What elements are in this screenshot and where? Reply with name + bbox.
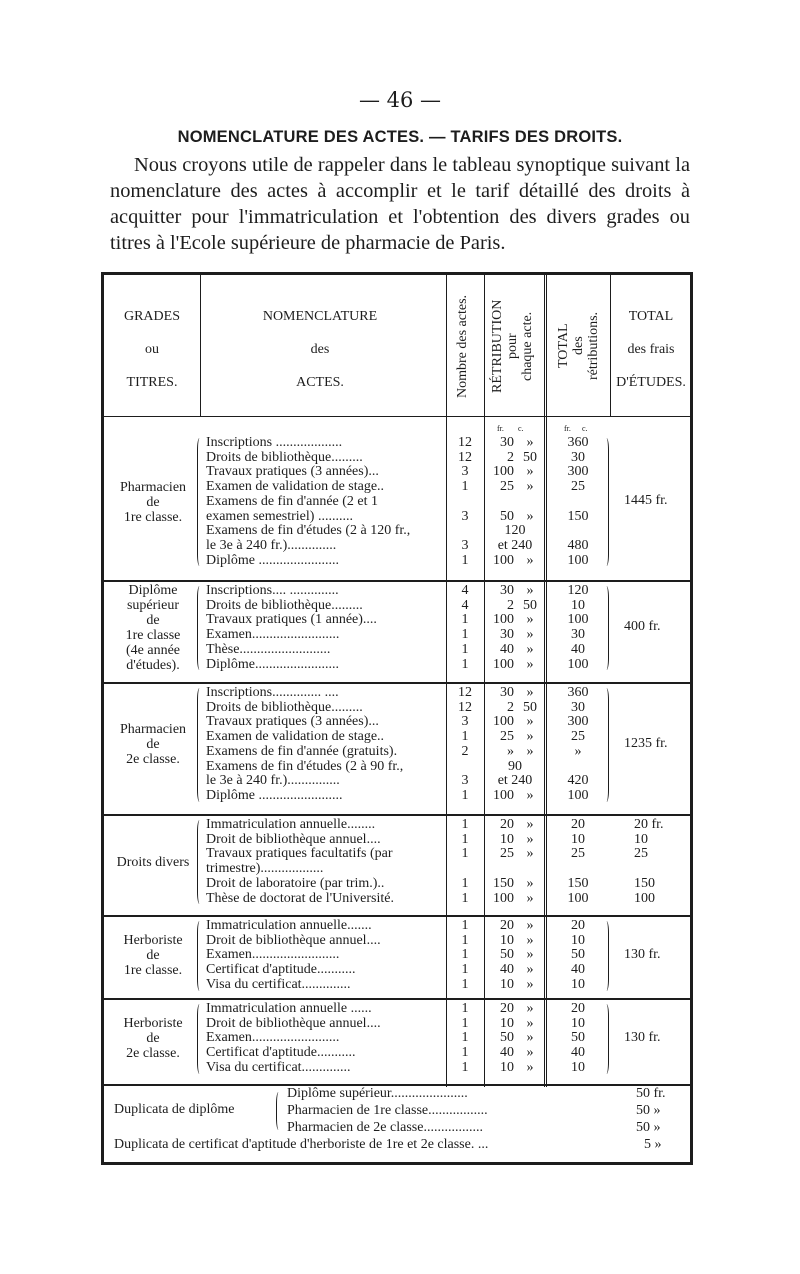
nombre-value: 3 [461,537,469,553]
acte-label: Travaux pratiques (1 année).... [206,613,377,628]
intro-text: Nous croyons utile de rappeler dans le tableau synoptique suivant la nomenclature des actes à accomplir et le tarif détaillé des droits à acquitter pour l'immatriculation et l'obtention des divers grades ou titres à l'Ecole supérieure de pharmacie de Paris. [110,154,690,254]
col-line-grades [200,275,201,416]
total-retribution-value: 25 [571,846,585,862]
retribution-value: 100 [493,552,514,568]
retribution-value: 50 [500,508,514,524]
retribution-value: 100 [493,612,514,628]
header-retribution-3: chaque acte. [520,311,535,381]
header-total-retr-1: TOTAL [556,323,571,369]
acte-label: Inscriptions ................... [206,436,343,450]
col-line-nombre [484,275,485,1087]
grade-label [104,933,202,978]
group-total: 130 fr. [624,1029,661,1045]
unit-fr: fr. [497,424,504,433]
grade-label-line: Pharmacien [119,722,187,738]
group-brace [197,1004,202,1074]
acte-label: Droit de bibliothèque annuel.... [206,1016,381,1031]
retribution-cents: » [526,612,534,628]
duplicata-brace [276,1092,281,1130]
nombre-value: 12 [458,685,472,700]
retribution-value: 150 [493,875,514,891]
group-brace [197,586,202,670]
header-total-frais-3: D'ÉTUDES. [616,375,686,390]
group-total: 1235 fr. [624,735,668,751]
retribution-value: 30 [500,685,514,700]
acte-label: Visa du certificat.............. [206,1060,351,1075]
retribution-value: 2 [507,449,514,465]
total-frais-value: 20 fr. [634,817,664,832]
retribution-cents: » [526,932,534,948]
header-nomenclature [220,300,420,399]
total-frais-value: 100 [634,890,655,906]
grade-label [104,583,202,673]
group-total: 400 fr. [624,619,661,635]
retribution-value: 20 [500,1001,514,1016]
grade-label-line: Herboriste [123,933,183,949]
retribution-value: 20 [500,817,514,832]
total-brace [604,438,609,566]
retribution-value: 50 [500,1030,514,1046]
total-brace [604,688,609,802]
acte-label: Examens de fin d'année (2 et 1 [206,494,379,509]
duplicata-item-2: Pharmacien de 1re classe................. [287,1103,488,1118]
header-nomenclature-3: ACTES. [296,375,344,390]
retribution-cents: » [526,641,534,657]
acte-label: Certificat d'aptitude........... [206,963,356,978]
retribution-cents: » [526,685,534,700]
acte-label: Inscriptions.... .............. [206,584,339,598]
group-separator [104,814,690,816]
duplicata-item-3: Pharmacien de 2e classe................. [287,1120,483,1135]
header-nombre: Nombre des actes. [455,294,470,398]
retribution-value: 30 [500,435,514,450]
acte-label: Examens de fin d'études (2 à 120 fr., [206,524,411,539]
nombre-value: 1 [461,1001,469,1016]
group-total: 130 fr. [624,946,661,962]
total-retribution-value: 50 [571,947,585,963]
total-retribution-value: 100 [567,787,589,803]
retribution-value: 50 [500,947,514,963]
total-retribution-value: » [574,743,582,759]
retribution-value: 10 [500,1059,514,1075]
unit-c: c. [518,424,524,433]
total-retribution-value: 25 [571,479,585,495]
grade-label-line: 2e classe. [126,1046,180,1062]
header-retribution-1: RÉTRIBUTION [490,299,505,393]
grade-label [104,1016,202,1061]
retribution-value: 40 [500,962,514,978]
retribution-value: 100 [493,890,514,906]
retribution-cents: » [526,1045,534,1061]
duplicata-amount-3: 50 » [636,1120,661,1135]
retribution-value: 40 [500,641,514,657]
header-retribution-2: pour [505,333,520,359]
total-retribution-value: 25 [571,729,585,745]
acte-label: Inscriptions.............. .... [206,686,339,700]
total-retribution-value: 120 [567,583,589,598]
nombre-value: 1 [461,947,469,963]
nombre-value: 1 [461,1015,469,1031]
nombre-value: 1 [461,479,469,495]
total-retribution-value: 100 [567,890,589,906]
total-brace [604,1004,609,1074]
acte-label: Examens de fin d'année (gratuits). [206,744,398,759]
retribution-cents: » [526,508,534,524]
acte-label: Droit de laboratoire (par trim.).. [206,876,385,891]
total-retribution-value: 360 [567,435,589,450]
nombre-value: 12 [458,449,472,465]
retribution-cents: » [526,479,534,495]
total-retribution-value: 50 [571,1030,585,1046]
retribution-cents: » [526,627,534,643]
retribution-value: 10 [500,831,514,847]
acte-label: Thèse.......................... [206,642,331,657]
nombre-value: 1 [461,1059,469,1075]
group-separator [104,915,690,917]
nombre-value: 1 [461,612,469,628]
duplicata-certificat-amount: 5 » [644,1137,662,1152]
group-brace [197,921,202,991]
total-retribution-value: 360 [567,685,589,700]
grade-label-line: 1re classe. [123,963,183,979]
grade-label-line: Droits divers [116,854,190,870]
unit-c-2: c. [582,424,588,433]
nombre-value: 1 [461,846,469,862]
acte-label: Immatriculation annuelle........ [206,818,376,832]
retribution-value: 10 [500,1015,514,1031]
duplicata-amount-2: 50 » [636,1103,661,1118]
header-total-frais-2: des frais [627,342,675,357]
retribution-cents: » [526,1015,534,1031]
header-nomenclature-1: NOMENCLATURE [262,309,378,324]
grade-label-line: Herboriste [123,1016,183,1032]
total-retribution-value: 30 [571,699,585,715]
nombre-value: 1 [461,787,469,803]
acte-label: trimestre).................. [206,862,324,877]
header-total-frais [612,300,690,399]
header-grades-1: GRADES [123,309,180,324]
nombre-value: 12 [458,435,472,450]
total-retribution-value: 10 [571,932,585,948]
acte-label: Thèse de doctorat de l'Université. [206,891,394,906]
retribution-cents: » [526,890,534,906]
header-grades [104,300,200,399]
acte-label: Droit de bibliothèque annuel.... [206,832,381,847]
total-retribution-value: 480 [567,537,589,553]
acte-label: Diplôme........................ [206,657,339,672]
nombre-value: 2 [461,743,469,759]
nombre-value: 1 [461,817,469,832]
col-line-retribution [544,275,547,1087]
acte-label: Examens de fin d'études (2 à 90 fr., [206,759,404,774]
total-retribution-value: 10 [571,597,585,613]
retribution-value: 100 [493,656,514,672]
acte-label: Travaux pratiques facultatifs (par [206,847,393,862]
acte-label: Diplôme ........................ [206,788,343,803]
grade-label-line: 1re classe. [123,509,183,525]
retribution-cents: » [526,831,534,847]
acte-label: Travaux pratiques (3 années)... [206,465,379,480]
total-retribution-value: 40 [571,962,585,978]
retribution-value: 10 [500,976,514,992]
nombre-value: 3 [461,508,469,524]
total-frais-value: 10 [634,831,648,847]
header-grades-2: ou [145,342,159,357]
nombre-value: 1 [461,1030,469,1046]
nombre-value: 1 [461,875,469,891]
group-brace [197,688,202,802]
total-brace [604,586,609,670]
retribution-cents: » [526,1030,534,1046]
group-separator [104,998,690,1000]
total-retribution-value: 100 [567,612,589,628]
retribution-cents: » [526,583,534,598]
grade-label-line: 1re classe [125,628,181,644]
grade-label-line: Pharmacien [119,479,187,495]
nombre-value: 3 [461,773,469,789]
retribution-cents: 50 [523,597,537,613]
total-retribution-value: 40 [571,641,585,657]
grade-label [104,480,202,525]
page-number: — 46 — [358,88,442,112]
retribution-cents: » [526,962,534,978]
retribution-value: 10 [500,932,514,948]
total-retribution-value: 420 [567,773,589,789]
acte-label: Visa du certificat.............. [206,977,351,992]
grade-label-line: de [146,948,160,964]
acte-label: Examen......................... [206,628,340,643]
header-total-retr [556,282,601,410]
total-retribution-value: 30 [571,449,585,465]
grade-label-line: de [146,613,160,629]
total-retribution-value: 20 [571,1001,585,1016]
retribution-value: 25 [500,729,514,745]
acte-label: Immatriculation annuelle ...... [206,1002,372,1016]
acte-label: Droit de bibliothèque annuel.... [206,933,381,948]
total-retribution-value: 40 [571,1045,585,1061]
retribution-cents: 50 [523,699,537,715]
group-brace [197,438,202,566]
total-retribution-value: 10 [571,1015,585,1031]
retribution-cents: » [526,435,534,450]
total-frais-value: 25 [634,846,648,862]
acte-label: Droits de bibliothèque......... [206,598,363,613]
retribution-cents: » [526,656,534,672]
total-retribution-value: 20 [571,918,585,933]
group-separator [104,580,690,582]
col-line-total-retr [610,275,611,416]
retribution-cents: » [526,729,534,745]
header-total-frais-1: TOTAL [628,309,674,324]
grade-label-line: Diplôme [128,583,178,599]
retribution-value: 2 [507,597,514,613]
total-retribution-value: 300 [567,714,589,730]
intro-paragraph [110,152,690,256]
retribution-value: et 240 [497,537,533,553]
retribution-cents: » [526,846,534,862]
acte-label: Immatriculation annuelle....... [206,919,372,933]
retribution-cents: » [526,743,534,759]
header-total-retr-2: des [571,336,586,356]
retribution-value: 25 [500,479,514,495]
nombre-value: 3 [461,464,469,480]
header-nomenclature-2: des [310,342,330,357]
total-retribution-value: 10 [571,1059,585,1075]
col-line-nomenclature [446,275,447,1087]
duplicata-amount-1: 50 fr. [636,1086,666,1101]
grade-label-line: (4e année [125,643,181,659]
retribution-cents: » [526,552,534,568]
total-retribution-value: 10 [571,831,585,847]
retribution-value: 100 [493,714,514,730]
retribution-cents: » [526,1001,534,1016]
nombre-value: 1 [461,831,469,847]
retribution-value: et 240 [497,773,533,789]
section-heading: NOMENCLATURE DES ACTES. — TARIFS DES DROITS. [177,128,623,146]
retribution-value: 40 [500,1045,514,1061]
retribution-cents: » [526,464,534,480]
retribution-cents: » [526,817,534,832]
acte-label: le 3e à 240 fr.).............. [206,538,337,553]
retribution-value: 20 [500,918,514,933]
grade-label-line: de [146,1031,160,1047]
header-total-retr-3: rétributions. [586,311,601,381]
group-brace [197,820,202,904]
group-total: 1445 fr. [624,493,668,509]
retribution-value: 90 [508,758,522,774]
acte-label: Examen......................... [206,948,340,963]
header-grades-3: TITRES. [126,375,178,390]
acte-label: Droits de bibliothèque......... [206,450,363,465]
retribution-value: 25 [500,846,514,862]
total-retribution-value: 30 [571,627,585,643]
grade-label [104,855,202,870]
nombre-value: 1 [461,641,469,657]
retribution-cents: 50 [523,449,537,465]
nombre-value: 1 [461,552,469,568]
nombre-value: 1 [461,627,469,643]
total-retribution-value: 300 [567,464,589,480]
retribution-value: 100 [493,787,514,803]
acte-label: Travaux pratiques (3 années)... [206,715,379,730]
grade-label-line: supérieur [126,598,180,614]
header-line [104,416,690,417]
unit-fr-2: fr. [564,424,571,433]
acte-label: Examen......................... [206,1031,340,1046]
acte-label: examen semestriel) .......... [206,509,353,524]
group-separator [104,682,690,684]
header-retribution [490,282,535,410]
retribution-cents: » [526,1059,534,1075]
retribution-value: 120 [504,523,526,539]
total-retribution-value: 100 [567,656,589,672]
nombre-value: 1 [461,1045,469,1061]
retribution-value: » [507,743,514,759]
acte-label: le 3e à 240 fr.)............... [206,774,340,789]
acte-label: Certificat d'aptitude........... [206,1046,356,1061]
nombre-value: 4 [461,583,469,598]
retribution-cents: » [526,875,534,891]
nombre-value: 1 [461,890,469,906]
duplicata-item-1: Diplôme supérieur...................... [287,1086,468,1101]
retribution-cents: » [526,976,534,992]
retribution-value: 2 [507,699,514,715]
total-retribution-value: 20 [571,817,585,832]
retribution-value: 100 [493,464,514,480]
grade-label [104,722,202,767]
acte-label: Droits de bibliothèque......... [206,700,363,715]
total-retribution-value: 10 [571,976,585,992]
retribution-cents: » [526,918,534,933]
nombre-value: 1 [461,656,469,672]
total-retribution-value: 100 [567,552,589,568]
nombre-value: 1 [461,976,469,992]
acte-label: Examen de validation de stage.. [206,730,385,745]
retribution-value: 30 [500,627,514,643]
retribution-cents: » [526,787,534,803]
grade-label-line: de [146,494,160,510]
nombre-value: 1 [461,932,469,948]
total-brace [604,921,609,991]
nombre-value: 1 [461,962,469,978]
acte-label: Diplôme ....................... [206,553,339,568]
nombre-value: 12 [458,699,472,715]
duplicata-label: Duplicata de diplôme [114,1102,235,1117]
retribution-value: 30 [500,583,514,598]
total-frais-value: 150 [634,875,655,891]
grade-label-line: d'études). [126,658,180,674]
grade-label-line: de [146,737,160,753]
duplicata-certificat: Duplicata de certificat d'aptitude d'herboriste de 1re et 2e classe. ... [114,1137,489,1152]
nombre-value: 1 [461,729,469,745]
nombre-value: 1 [461,918,469,933]
retribution-cents: » [526,714,534,730]
total-retribution-value: 150 [567,508,589,524]
nombre-value: 3 [461,714,469,730]
total-retribution-value: 150 [567,875,589,891]
acte-label: Examen de validation de stage.. [206,480,385,495]
nombre-value: 4 [461,597,469,613]
grade-label-line: 2e classe. [126,752,180,768]
retribution-cents: » [526,947,534,963]
